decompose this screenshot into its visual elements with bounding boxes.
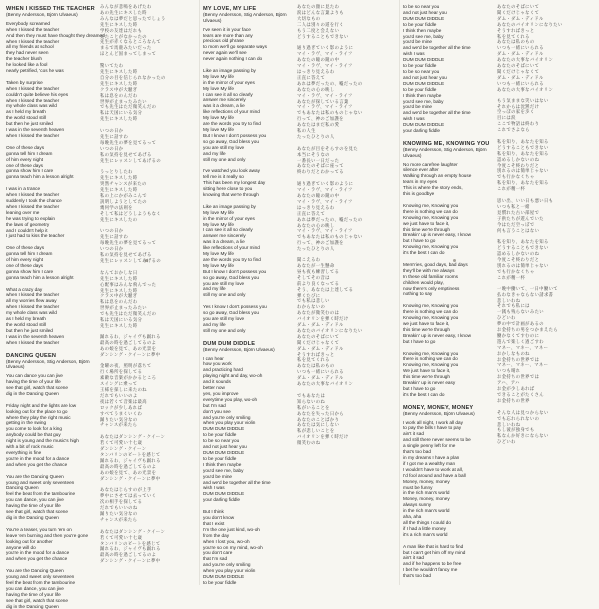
japanese-translation: 踊れるわ、ジャイヴも踊れる 最高の時を過ごしてるのよ あの娘を見て、あの光景を ダンシング・クイーンに夢中 金曜の夜、照明が落ちて 行く場所を探してる 素敵な音楽がかかるところ スイングに乗って 王様を探しに来たのね だれでもいいのよ 夜は若くて音楽は最高 ロックが少しあれば すべてうまくいくわ 踊りたい気分なの チャンスが来たら あなたはダンシング・クイーン 若くて可愛い十七歳 ダンシング・クイーン タンバリンのビートを感じて 踊れるわ、ジャイヴも踊れる 最高の時を過ごしてるのよ あの娘を見て、あの光景を ダンシング・クイーンに夢中 あなたはじらすのが上手 夢中にさせては去っていく 次の相手を探してる だれでもいいのね 踊りたい気分なの チャンスが来たら あなたはダンシング・クイーン 若くて可愛い十七歳 タンバリンのビートを感じて 踊れるわ、ジャイヴも踊れる 最高の時を過ごしてるのよ ダンシング・クイーンに夢中 bbox=[100, 333, 166, 564]
spacer bbox=[203, 334, 295, 339]
lyrics-text: Everybody screamed when I kissed the teacher And then they must have thought they dreamed when I kissed the teacher all my friends at school they had never seen the teacher blush he looked like a fool nearly petrified, 'cos he was Taken by surprise when I kissed the teacher couldn't quite believe his eyes when I kissed the teacher my whole class was wild as I held my breath the world stood still but then he just smiled I was in the seventh heaven when I kissed the teacher One of these days gonna tell him I dream of him every night one of these days gonna show him I care gonna teach him a lesson alright I was in a trance when I kissed the teacher suddenly I took the chance when I kissed the teacher leaning over me he was trying to explain the laws of geometry and I couldn't help it I just had to kiss the teacher One of these days gonna tell him I dream of him every night one of these days gonna show him I care gonna teach him a lesson alright What a crazy day when I kissed the teacher all my worries flew away when I kissed the teacher my whole class was wild as I held my breath the world stood still but then he just smiled I was in the seventh heaven when I kissed the teacher bbox=[6, 20, 105, 345]
songwriter-credit: (Benny Andersson, Björn Ulvaeus) bbox=[403, 410, 475, 416]
spacer bbox=[6, 346, 98, 351]
song-title: DUM DUM DIDDLE bbox=[203, 340, 256, 347]
songwriter-credit: (Benny Andersson, Björn Ulvaeus) bbox=[203, 346, 275, 352]
lyrics-text: I can hear how you work and practicing hard playing night and day, wo-oh and it sounds better now yes, you improve everytime you play, wo-oh but I'm sad don't you see and you're only smiling when you play your violin DUM DUM DIDDLE to be your fiddle to be so near you and not just hear you DUM DUM DIDDLE to be your fiddle I think then maybe you'd see me, baby you'd be mine and we'd be together all the time wish I was DUM DUM DIDDLE your darling fiddle But I think you don't know that I exist I'm the one just kind, wo-oh from the day when I lost you, wo-oh you're so on my mind, wo-oh you don't care that I'm sad and you're only smiling when you play your violin DUM DUM DIDDLE to be your fiddle bbox=[203, 355, 271, 585]
lyrics-text: to be so near you and not just hear you DUM DUM DIDDLE to be your fiddle I think then maybe you'd see me, baby you'd be mine and we'd be together all the time wish I was DUM DUM DIDDLE to be your fiddle to be so near you and not just hear you DUM DUM DIDDLE to be your fiddle I think then maybe you'd see me, baby you'd be mine and we'd be together all the time wish I was DUM DUM DIDDLE your darling fiddle bbox=[403, 4, 471, 134]
japanese-translation: みんなが悲鳴をあげたわ あの先生にキスした時 みんなは夢だと思ったでしょう 先生にキスした時 学校の友達はだれも 見たことがなかったの 先生が赤くなるところなんて まるで馬鹿みたいだった ほとんど固まってしまって 驚いてたわ 先生にキスした時 自分の目を信じられなかったの 先生にキスした時 クラス中が大騒ぎ 私は息をのんだわ 世界が止まったみたい でも先生はただ微笑んだの 私は天国にいる気分 先生にキスした時 いつの日か 先生に話すわ 毎晩先生の夢を見てるって いつの日か 私の気持を見せてあげる 先生にレッスンしてあげるの うっとりしたわ 先生にキスした時 突然チャンスが来たの 先生にキスした時 私の上にかがみこんで 説明しようとしてたの 幾何学の法則を そして私はどうしようもなく 先生にキスしたの いつの日か 先生に話すわ 毎晩先生の夢を見てるって いつの日か 私の気持を見せてあげる 先生にレッスンしてあげるの なんておかしな日 先生にキスした時 心配事はみんな飛んでった 先生にキスした時 クラス中が大騒ぎ 私は息をのんだわ 世界が止まったみたい でも先生はただ微笑んだの 私は天国にいる気分 先生にキスした時 bbox=[100, 4, 166, 328]
spacer bbox=[403, 398, 495, 403]
japanese-translation: 聞こえるわ あなたが一生懸命 昼も夜も練習してる そしてその音は 前より良くなってる そう、あなたは上達してる 弾くたびに でも私は悲しい わからないの あなたが微笑むのは バイオリンを弾く時だけ ダム・ダム・ディドル あなたのバイオリンになりたい あなたのそばにいて 聞くだけじゃなくて ダム・ダム・ディドル そうすればきっと 私を見てくれる あなたは私のもの いつも一緒にいられる ダム・ダム・ディドル あなたの大事なバイオリン でもあなたは 知らないのね 私がいることを あなたを失った日から あなたのことばかり あなたは気にしない 私が悲しいことを バイオリンを弾く時だけ 微笑むのね bbox=[297, 257, 363, 446]
page-fold bbox=[399, 0, 400, 585]
japanese-translation: あなたの顔に見たわ 涙はどんな言葉よりも 大切なもの 二人は別々の道を行く もう二度と会えない どうすることもできない 通り過ぎていく影のように マイ・ラヴ、マイ・ライフ あなたの瞳の鏡の中 マイ・ラヴ、マイ・ライフ はっきり見えるわ 正直に答えて あれは夢だったの、嘘だったの あなたの心の映し マイ・ラヴ、マイ・ライフ あなたが探している言葉 マイ・ラヴ、マイ・ライフ でもあなたは私のものじゃない 行って、神のご加護を あなたはまだ私の愛 私の人生 たったひとりの人 あなたが目をそらすのを見た 本当にそうなの 一番長い一日だった あなたのそばに座って 終わりだとわかってる 通り過ぎていく影のように マイ・ラヴ、マイ・ライフ あなたの瞳の鏡の中 マイ・ラヴ、マイ・ライフ はっきり見えるわ 正直に答えて あれは夢だったの、嘘だったの あなたの心の映し マイ・ラヴ、マイ・ライフ でもあなたは私のものじゃない 行って、神のご加護を たったひとりの人 bbox=[297, 4, 363, 252]
page-fold bbox=[199, 0, 200, 585]
japanese-column-1 bbox=[100, 4, 198, 582]
song-title: WHEN I KISSED THE TEACHER bbox=[6, 6, 95, 12]
songwriter-credit: (Benny Andersson, Stig Anderson, Björn Ulvaeus) bbox=[6, 358, 90, 370]
song-title: MONEY, MONEY, MONEY bbox=[403, 404, 474, 411]
lyrics-text: No more carefree laughter silence ever after Walking through an empty house tears in my eyes This is where the story ends, this is goodbye Knowing me, Knowing you there is nothing we can do Knowing me, Knowing you we just have to face it, this time we're through Breakin' up is never easy, I know but I have to go Knowing me, Knowing you it's the best I can do Mem'ries, good days, bad days they'll be with me always In these old familiar rooms children would play, now there's only emptiness nothing to say Knowing me, Knowing you there is nothing we can do Knowing me, Knowing you we just have to face it, this time we're through Breakin' up is never easy, I know but I have to go Knowing me, Knowing you there is nothing we can do Knowing me, Knowing you We just have to face it, this time we're through Breakin' up is never easy but I have to go it's the best I can do bbox=[403, 161, 472, 397]
lyrics-text: You can dance you can jive having the time of your life see that girl, watch that scene dig in the Dancing Queen Friday night and the lights are low looking out for the place to go where they play the right music getting in the swing you come to look for a king anybody could be that guy night is young and the music's high with a bit of rock music everything is fine you're in the mood for a dance and when you get the chance You are the Dancing Queen young and sweet only seventeen Dancing Queen feel the beat from the tambourine you can dance, you can jive having the time of your life see that girl, watch that scene dig in the Dancing Queen You're a teaser, you turn 'em on leave 'em burning and then you're gone looking out for another anyone will do you're in the mood for a dance and when you get the chance You are the Dancing Queen young and sweet only seventeen feel the beat from the tambourine you can dance, you can jive having the time of your life see that girl, watch that scene dig in the Dancing Queen bbox=[6, 373, 89, 609]
lyrics-text: I've seen it in your face tears are more than any precious old phrase to mom we'll go separate ways never again we'll see never again nothing I can do Like an image passing by My love My life in the mirror of your eyes My love My life I can see it all so clearly answer me sincerely was it a dream, a lie like reflections of your mind My love My life are the words you try to find My love My life But I know I don't possess you so go away, God bless you you are still my love and my life still my one and only I've watched you look away tell me is it really so This has been my longest day sitting here close to you knowing that we're through Like an image passing by My love My life in the mirror of your eyes My love My life I can see it all so clearly answer me sincerely was it a dream, a lie like reflections of your mind My love My life are the words you try to find My love My life But I know I don't possess you so go away, God bless you you are still my love and my life still my one and only Yes I know I don't possess you so go away, God bless you you are still my love and my life still my one and only bbox=[203, 26, 267, 333]
japanese-translation: 一晩中働いて、一日中働いて 払わなきゃならない請求書 悲しいわね それでも私には 一銭も残らないみたい ひどいわ 夢の中で計画があるの お金持ちの男をつかまえたら 働かなくてすむのに 遊んで楽しく過ごすわ マネー、マネー、マネー おかしなものね お金持ちの世界では マネー、マネー、マネー いつも晴れ お金持ちの世界では アハ、アハ お金が少しあれば できることがたくさん お金持ちの世界 そんな人は見つからない でも忘れられないの 悲しいわね もし彼が独身でも 私なんか好きにならない ひどいわ bbox=[497, 285, 559, 445]
lyrics-column-3 bbox=[403, 4, 495, 582]
song-title: DANCING QUEEN bbox=[6, 352, 57, 359]
songwriter-credit: (Benny Andersson, Stig Anderson, Björn Ulvaeus) bbox=[203, 12, 287, 23]
lyrics-text: I work all night, I work all day to pay the bills I have to pay ain't it sad and still there never seems to be a single penny left for me that's too bad in my dreams I have a plan if I got me a wealthy man I wouldn't have to work at all, I'd fool around and have a ball Money, money, money must be funny in the rich man's world Money, money, money always sunny in the rich man's world aha, aha all the things I could do if I had a little money it's a rich man's world A man like that is hard to find but I can't get him off my mind ain't it sad and if he happens to be free I bet he wouldn't fancy me that's too bad bbox=[403, 419, 471, 579]
lyrics-column-2 bbox=[203, 4, 295, 585]
japanese-translation: あなたのそばにいて 聞くだけじゃなくて ダム・ダム・ディドル あなたのバイオリンになりたい そうすればきっと 私を見てくれる あなたは私のもの いつも一緒にいられる ダム・ダム・ディドル あなたの大事なバイオリン あなたのそばにいて 聞くだけじゃなくて ダム・ダム・ディドル いつも一緒にいられる あなたの大事なバイオリン bbox=[497, 4, 563, 92]
songwriter-credit: (Benny Andersson, Stig Anderson, Björn Ulvaeus) bbox=[403, 146, 487, 158]
songwriter-credit: (Benny Andersson, Björn Ulvaeus) bbox=[6, 12, 78, 17]
spacer bbox=[403, 134, 495, 139]
song-title: KNOWING ME, KNOWING YOU bbox=[403, 140, 490, 147]
lyrics-column-1 bbox=[6, 4, 105, 609]
song-title: MY LOVE, MY LIFE bbox=[203, 6, 257, 12]
japanese-column-3 bbox=[497, 4, 595, 582]
japanese-column-2 bbox=[297, 4, 397, 582]
japanese-translation: もう気ままな笑いはない それからは沈黙だけ 空っぽの家を歩く 目には涙 ここで物語は終わり これでさよなら 私を知り、あなたを知る どうすることもできない 私を知り、あなたを知る 認めるしかないのね 今度こそ終わりだと 別れるのは簡単じゃない でも行かなくちゃ 私を知り、あなたを知る これが精一杯 思い出、いい日も悪い日も いつも私と一緒 見慣れた古い部屋で 子供たちが遊んでいた 今はただ空っぽで 何も言うことはない 私を知り、あなたを知る どうすることもできない 認めるしかないのね 今度こそ終わりだと 別れるのは簡単じゃない でも行かなくちゃ これが精一杯 bbox=[497, 97, 554, 280]
